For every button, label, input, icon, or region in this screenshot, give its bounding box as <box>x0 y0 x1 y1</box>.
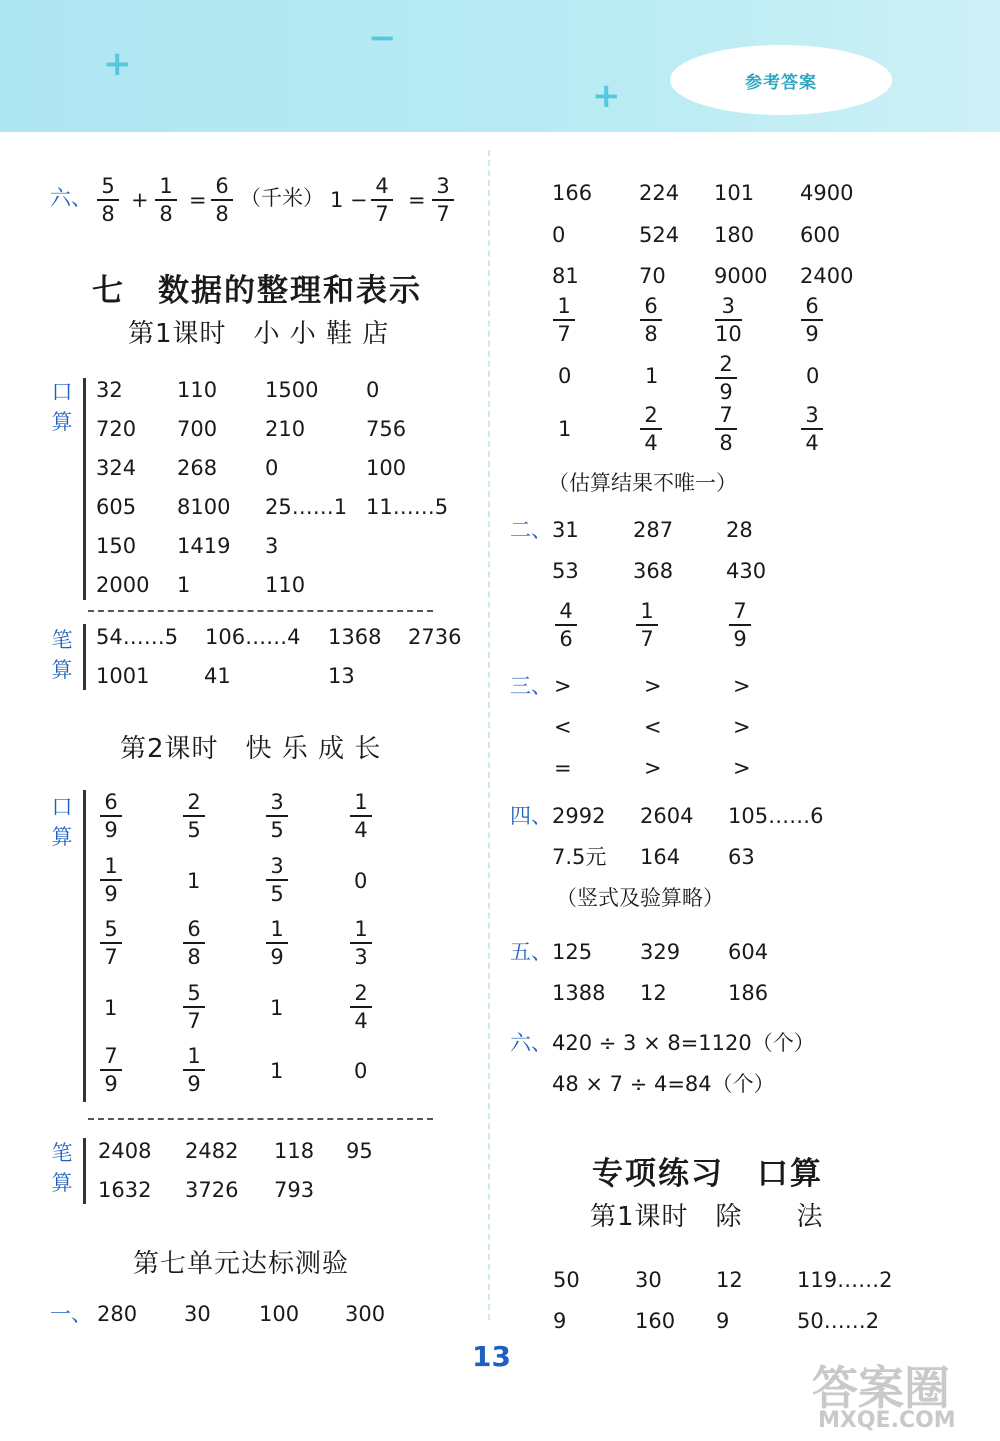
answer-value: 150 <box>96 534 137 558</box>
fraction <box>183 792 205 841</box>
answer-value: 31 <box>552 518 579 542</box>
denominator: 9 <box>270 945 284 969</box>
answer-value: 3 <box>265 534 279 558</box>
numerator: 1 <box>159 174 173 198</box>
answer-value: 524 <box>639 223 680 247</box>
answer-value: 180 <box>714 223 755 247</box>
fraction <box>266 792 288 841</box>
answer-value: 9 <box>716 1309 730 1333</box>
answer-value: 119……2 <box>797 1268 893 1292</box>
answer-value: 1 <box>270 1059 284 1083</box>
answer-value: > <box>733 756 751 780</box>
answer-value: 101 <box>714 181 755 205</box>
denominator: 9 <box>805 322 819 346</box>
note-text: （竖式及验算略） <box>556 886 724 910</box>
answer-value: 4900 <box>800 181 854 205</box>
question-number: 一、 <box>50 1302 92 1326</box>
answer-value: 2400 <box>800 264 854 288</box>
answer-value: > <box>644 674 662 698</box>
fraction-bar <box>640 428 662 430</box>
answer-value: 2604 <box>640 804 694 828</box>
answer-value: 11……5 <box>366 495 449 519</box>
lesson-title: 第1课时 小 小 鞋 店 <box>128 319 390 349</box>
unit-text: （千米） <box>240 186 324 210</box>
fraction-bar <box>715 428 737 430</box>
minus-decoration-icon: − <box>368 18 397 58</box>
answer-value: 756 <box>366 417 407 441</box>
answer-value: 210 <box>265 417 306 441</box>
answer-value: 0 <box>366 378 380 402</box>
fraction-bar <box>100 879 122 881</box>
answer-value: 30 <box>184 1302 211 1326</box>
bisuan-label: 笔算 <box>51 1141 73 1196</box>
question-number: 六、 <box>50 186 92 210</box>
fraction-bar <box>553 319 575 321</box>
numerator: 6 <box>104 790 118 814</box>
fraction <box>350 980 372 1033</box>
fraction-bar <box>715 319 742 321</box>
fraction-bar <box>801 428 823 430</box>
fraction-bar <box>266 942 288 944</box>
fraction-bar <box>371 199 393 201</box>
answer-value: 1500 <box>265 378 319 402</box>
numerator: 2 <box>644 403 658 427</box>
answer-value: 1001 <box>96 664 150 688</box>
denominator: 9 <box>719 380 733 404</box>
answer-value: 605 <box>96 495 137 519</box>
answer-key-badge <box>670 45 892 115</box>
answer-value: 0 <box>354 1059 368 1083</box>
answer-value: 166 <box>552 181 593 205</box>
bracket-bar <box>83 624 86 690</box>
page-number: 13 <box>472 1340 511 1373</box>
answer-value: 720 <box>96 417 137 441</box>
numerator: 4 <box>559 599 573 623</box>
denominator: 3 <box>354 945 368 969</box>
fraction <box>555 601 577 650</box>
bracket-bar <box>83 790 86 1102</box>
numerator: 3 <box>270 790 284 814</box>
numerator: 1 <box>354 790 368 814</box>
fraction-bar <box>266 815 288 817</box>
answer-value: 1368 <box>328 625 382 649</box>
special-practice-title: 专项练习 口算 <box>592 1156 823 1192</box>
fraction-bar <box>801 319 823 321</box>
fraction <box>100 1046 122 1095</box>
answer-value: > <box>733 674 751 698</box>
answer-value: 28 <box>726 518 753 542</box>
answer-value: 368 <box>633 559 674 583</box>
column-divider <box>488 150 490 1320</box>
answer-value: 105……6 <box>728 804 824 828</box>
answer-value: > <box>644 756 662 780</box>
numerator: 3 <box>721 294 736 318</box>
fraction <box>211 176 233 225</box>
watermark-url: MXQE.COM <box>818 1408 956 1433</box>
answer-value: 186 <box>728 981 769 1005</box>
denominator: 9 <box>104 818 118 842</box>
denominator: 7 <box>104 945 118 969</box>
numerator: 7 <box>719 403 733 427</box>
answer-value: 324 <box>96 456 137 480</box>
numerator: 1 <box>557 294 571 318</box>
answer-value: 0 <box>265 456 279 480</box>
fraction <box>100 792 122 841</box>
fraction <box>350 792 372 841</box>
fraction <box>371 176 393 225</box>
operator: + <box>131 188 149 212</box>
answer-value: 54……5 <box>96 625 179 649</box>
note-text: （估算结果不唯一） <box>548 471 737 495</box>
answer-value: 50……2 <box>797 1309 880 1333</box>
answer-value: 0 <box>806 364 820 388</box>
answer-value: 118 <box>274 1139 315 1163</box>
answer-value: 1419 <box>177 534 231 558</box>
fraction-bar <box>211 199 233 201</box>
fraction <box>715 405 737 454</box>
denominator: 4 <box>805 431 819 455</box>
answer-value: 793 <box>274 1178 315 1202</box>
fraction <box>432 176 454 225</box>
answer-value: 41 <box>204 664 231 688</box>
fraction-bar <box>183 1006 205 1008</box>
fraction-bar <box>183 942 205 944</box>
answer-key-label: 参考答案 <box>745 72 817 93</box>
fraction-bar <box>183 815 205 817</box>
denominator: 8 <box>719 431 733 455</box>
answer-value: 95 <box>346 1139 373 1163</box>
fraction <box>183 1046 205 1095</box>
fraction-bar <box>715 377 737 379</box>
answer-value: 81 <box>552 264 579 288</box>
lesson-title: 第1课时 除 法 <box>590 1202 824 1232</box>
fraction <box>715 296 742 345</box>
fraction-bar <box>100 942 122 944</box>
operator: 1 − <box>330 188 368 212</box>
numerator: 3 <box>436 174 450 198</box>
denominator: 4 <box>354 1008 368 1033</box>
answer-value: 160 <box>635 1309 676 1333</box>
kousuan-label: 口算 <box>51 380 73 435</box>
fraction <box>801 405 823 454</box>
numerator: 1 <box>270 917 284 941</box>
answer-value: 0 <box>552 223 566 247</box>
answer-value: 280 <box>97 1302 138 1326</box>
answer-value: 2482 <box>185 1139 239 1163</box>
denominator: 8 <box>215 202 229 226</box>
fraction <box>183 919 205 968</box>
fraction <box>350 919 372 968</box>
answer-value: 50 <box>553 1268 580 1292</box>
numerator: 1 <box>354 917 368 941</box>
answer-value: < <box>644 715 662 739</box>
answer-value: 329 <box>640 940 681 964</box>
bisuan-label: 笔算 <box>51 628 73 683</box>
bracket-bar <box>83 1138 86 1204</box>
numerator: 1 <box>104 853 118 878</box>
fraction-bar <box>640 319 662 321</box>
question-number: 六、 <box>510 1031 552 1055</box>
fraction <box>729 601 751 650</box>
fraction <box>155 176 177 225</box>
answer-value: 110 <box>265 573 306 597</box>
fraction-bar <box>350 815 372 817</box>
fraction-bar <box>183 1069 205 1071</box>
fraction-bar <box>97 199 119 201</box>
answer-value: 224 <box>639 181 680 205</box>
denominator: 8 <box>187 945 201 969</box>
numerator: 3 <box>805 403 819 427</box>
answer-value: 30 <box>635 1268 662 1292</box>
answer-value: 25……1 <box>265 495 348 519</box>
denominator: 5 <box>270 881 284 906</box>
answer-value: 1 <box>558 417 572 441</box>
denominator: 5 <box>187 818 201 842</box>
numerator: 2 <box>719 352 733 376</box>
answer-value: 53 <box>552 559 579 583</box>
answer-value: 300 <box>345 1302 386 1326</box>
dashed-separator <box>88 1118 433 1120</box>
answer-value: 32 <box>96 378 123 402</box>
fraction <box>97 176 119 225</box>
plus-decoration-icon: + <box>592 76 621 116</box>
question-number: 五、 <box>510 940 552 964</box>
answer-value: 63 <box>728 845 755 869</box>
question-number: 三、 <box>510 674 552 698</box>
numerator: 6 <box>215 174 229 198</box>
answer-value: 13 <box>328 664 355 688</box>
answer-value: 2736 <box>408 625 462 649</box>
numerator: 1 <box>187 1044 201 1068</box>
denominator: 9 <box>187 1072 201 1096</box>
numerator: 2 <box>354 980 368 1005</box>
answer-value: 9 <box>553 1309 567 1333</box>
fraction-bar <box>350 1006 372 1008</box>
question-number: 二、 <box>510 518 552 542</box>
numerator: 6 <box>187 917 201 941</box>
equation-line: 420 ÷ 3 × 8=1120（个） <box>552 1031 815 1055</box>
answer-value: 1 <box>187 868 201 893</box>
fraction <box>801 296 823 345</box>
answer-value: 8100 <box>177 495 231 519</box>
numerator: 7 <box>104 1044 118 1068</box>
answer-value: > <box>733 715 751 739</box>
fraction <box>715 354 737 403</box>
fraction <box>266 919 288 968</box>
equation-line: 48 × 7 ÷ 4=84（个） <box>552 1072 775 1096</box>
answer-value: 0 <box>558 364 572 388</box>
denominator: 7 <box>436 202 450 226</box>
numerator: 2 <box>187 790 201 814</box>
fraction <box>553 296 575 345</box>
fraction-bar <box>350 942 372 944</box>
answer-value: 164 <box>640 845 681 869</box>
answer-value: 268 <box>177 456 218 480</box>
denominator: 10 <box>715 322 742 346</box>
answer-value: 12 <box>640 981 667 1005</box>
operator: = <box>408 188 426 212</box>
answer-value: 100 <box>259 1302 300 1326</box>
denominator: 6 <box>559 627 573 651</box>
answer-value: 0 <box>354 868 368 893</box>
header-banner <box>0 0 1000 132</box>
question-number: 四、 <box>510 804 552 828</box>
numerator: 3 <box>270 853 284 878</box>
denominator: 7 <box>557 322 571 346</box>
fraction <box>100 853 122 906</box>
answer-value: 600 <box>800 223 841 247</box>
fraction-bar <box>100 1069 122 1071</box>
lesson-title: 第2课时 快 乐 成 长 <box>120 734 382 764</box>
denominator: 9 <box>104 881 118 906</box>
watermark-logo: 答案圈 <box>812 1361 950 1415</box>
fraction-bar <box>155 199 177 201</box>
answer-value: 9000 <box>714 264 768 288</box>
operator: = <box>189 188 207 212</box>
answer-value: 125 <box>552 940 593 964</box>
answer-value: 100 <box>366 456 407 480</box>
denominator: 9 <box>733 627 747 651</box>
answer-value: 2992 <box>552 804 606 828</box>
denominator: 8 <box>159 202 173 226</box>
numerator: 5 <box>187 980 201 1005</box>
dashed-separator <box>88 610 433 612</box>
answer-value: 287 <box>633 518 674 542</box>
answer-value: 7.5元 <box>552 845 607 869</box>
fraction-bar <box>729 624 751 626</box>
answer-value: < <box>554 715 572 739</box>
answer-value: 110 <box>177 378 218 402</box>
denominator: 9 <box>104 1072 118 1096</box>
plus-decoration-icon: + <box>103 44 132 84</box>
numerator: 5 <box>104 917 118 941</box>
answer-value: 106……4 <box>205 625 301 649</box>
answer-value: 2000 <box>96 573 150 597</box>
denominator: 8 <box>644 322 658 346</box>
answer-value: 1388 <box>552 981 606 1005</box>
fraction-bar <box>100 815 122 817</box>
kousuan-label: 口算 <box>51 795 73 850</box>
answer-value: > <box>554 674 572 698</box>
fraction <box>640 296 662 345</box>
denominator: 4 <box>644 431 658 455</box>
fraction-bar <box>636 624 658 626</box>
numerator: 6 <box>805 294 819 318</box>
bracket-bar <box>83 378 86 600</box>
answer-value: 3726 <box>185 1178 239 1202</box>
answer-value: 1 <box>177 573 191 597</box>
unit-title: 七 数据的整理和表示 <box>92 273 422 309</box>
fraction-bar <box>432 199 454 201</box>
fraction <box>100 919 122 968</box>
answer-value: 2408 <box>98 1139 152 1163</box>
fraction-bar <box>266 879 288 881</box>
denominator: 4 <box>354 818 368 842</box>
answer-value: 1 <box>270 995 284 1020</box>
answer-value: 700 <box>177 417 218 441</box>
fraction <box>266 853 288 906</box>
numerator: 1 <box>640 599 654 623</box>
fraction <box>640 405 662 454</box>
denominator: 7 <box>375 202 389 226</box>
test-title: 第七单元达标测验 <box>133 1249 350 1279</box>
numerator: 7 <box>733 599 747 623</box>
answer-value: = <box>554 756 572 780</box>
denominator: 8 <box>101 202 115 226</box>
numerator: 4 <box>375 174 389 198</box>
fraction-bar <box>555 624 577 626</box>
denominator: 7 <box>640 627 654 651</box>
numerator: 5 <box>101 174 115 198</box>
answer-value: 604 <box>728 940 769 964</box>
fraction <box>636 601 658 650</box>
answer-value: 12 <box>716 1268 743 1292</box>
denominator: 7 <box>187 1008 201 1033</box>
answer-value: 1632 <box>98 1178 152 1202</box>
numerator: 6 <box>644 294 658 318</box>
answer-value: 1 <box>104 995 118 1020</box>
fraction <box>183 980 205 1033</box>
answer-value: 430 <box>726 559 767 583</box>
answer-value: 1 <box>645 364 659 388</box>
denominator: 5 <box>270 818 284 842</box>
answer-value: 70 <box>639 264 666 288</box>
